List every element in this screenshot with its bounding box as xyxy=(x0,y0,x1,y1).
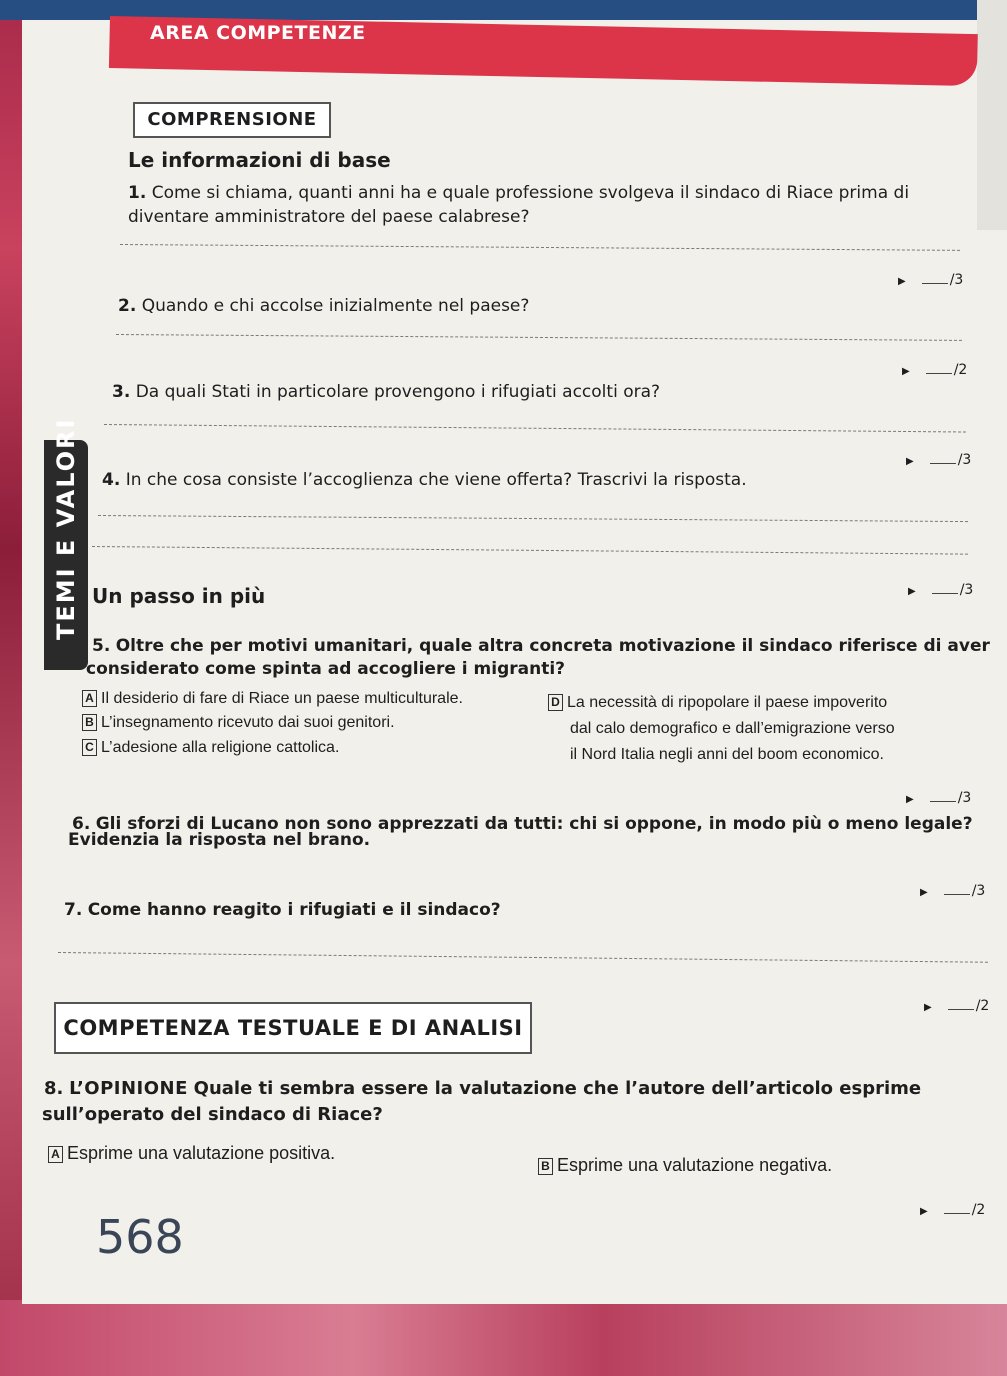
question-8 xyxy=(44,1078,921,1099)
question-6-line2: Evidenzia la risposta nel brano. xyxy=(68,830,371,850)
question-7-text: Come hanno reagito i rifugiati e il sindaco? xyxy=(87,900,501,920)
question-3-text: Da quali Stati in particolare provengono i rifugiati accolti ora? xyxy=(135,382,661,402)
option-5c[interactable]: C L’adesione alla religione cattolica. xyxy=(82,739,339,757)
question-8-tag: L’OPINIONE xyxy=(69,1078,188,1099)
question-8-number: 8. xyxy=(44,1078,64,1099)
question-3 xyxy=(112,382,660,402)
score-7: ▶ /2 xyxy=(924,998,990,1014)
question-1 xyxy=(128,183,909,203)
score-blank[interactable] xyxy=(922,283,948,284)
question-4 xyxy=(102,470,747,490)
question-5-line2: considerato come spinta ad accogliere i migranti? xyxy=(86,659,566,679)
question-1-line1: Come si chiama, quanti anni ha e quale professione svolgeva il sindaco di Riace prima di xyxy=(151,183,910,203)
triangle-icon: ▶ xyxy=(920,1206,928,1217)
question-5 xyxy=(92,636,990,656)
comprensione-label: COMPRENSIONE xyxy=(133,102,331,138)
score-blank[interactable] xyxy=(926,373,952,374)
option-5d[interactable]: D La necessità di ripopolare il paese impoverito xyxy=(548,694,887,712)
option-5d-line3: il Nord Italia negli anni del boom economico. xyxy=(570,746,884,763)
question-2 xyxy=(118,296,529,316)
triangle-icon: ▶ xyxy=(902,366,910,377)
score-blank[interactable] xyxy=(930,801,956,802)
question-1-number: 1. xyxy=(128,183,147,203)
option-8b[interactable]: B Esprime una valutazione negativa. xyxy=(538,1155,832,1176)
score-5: ▶ /3 xyxy=(906,790,972,806)
score-blank[interactable] xyxy=(944,1213,970,1214)
option-8a[interactable]: A Esprime una valutazione positiva. xyxy=(48,1143,335,1164)
score-2: ▶ /2 xyxy=(902,362,968,378)
triangle-icon: ▶ xyxy=(924,1002,932,1013)
section-heading-extra: Un passo in più xyxy=(92,584,266,608)
question-4-text: In che cosa consiste l’accoglienza che viene offerta? Trascrivi la risposta. xyxy=(125,470,747,490)
score-8: ▶ /2 xyxy=(920,1202,986,1218)
score-blank[interactable] xyxy=(930,463,956,464)
question-1-line2: diventare amministratore del paese calabrese? xyxy=(128,207,530,227)
option-5a[interactable]: A Il desiderio di fare di Riace un paese multiculturale. xyxy=(82,690,463,708)
question-7 xyxy=(64,900,501,920)
option-5b[interactable]: B L’insegnamento ricevuto dai suoi genitori. xyxy=(82,714,395,732)
score-3: ▶ /3 xyxy=(906,452,972,468)
question-6-line1: Gli sforzi di Lucano non sono apprezzati da tutti: chi si oppone, in modo più o meno legale? xyxy=(95,814,973,834)
score-4: ▶ /3 xyxy=(908,582,974,598)
triangle-icon: ▶ xyxy=(908,586,916,597)
question-8-line2: sull’operato del sindaco di Riace? xyxy=(42,1104,383,1125)
score-1: ▶ /3 xyxy=(898,272,964,288)
triangle-icon: ▶ xyxy=(906,456,914,467)
triangle-icon: ▶ xyxy=(898,276,906,287)
score-blank[interactable] xyxy=(932,593,958,594)
adjacent-page-edge xyxy=(977,0,1007,230)
score-blank[interactable] xyxy=(948,1009,974,1010)
triangle-icon: ▶ xyxy=(920,887,928,898)
option-5d-line2: dal calo demografico e dall’emigrazione verso xyxy=(570,720,895,737)
question-5-number: 5. xyxy=(92,636,111,656)
sidebar-label: TEMI E VALORI xyxy=(52,417,80,640)
question-2-number: 2. xyxy=(118,296,137,316)
question-7-number: 7. xyxy=(64,900,83,920)
competenza-label: COMPETENZA TESTUALE E DI ANALISI xyxy=(54,1002,532,1054)
score-6: ▶ /3 xyxy=(920,883,986,899)
score-blank[interactable] xyxy=(944,894,970,895)
section-heading-basics: Le informazioni di base xyxy=(128,148,391,172)
question-2-text: Quando e chi accolse inizialmente nel paese? xyxy=(141,296,530,316)
page-number: 568 xyxy=(96,1210,184,1264)
question-3-number: 3. xyxy=(112,382,131,402)
question-8-line1: Quale ti sembra essere la valutazione che l’autore dell’articolo esprime xyxy=(193,1078,922,1099)
background-floral-bottom xyxy=(0,1300,1007,1376)
question-6-number: 6. xyxy=(72,814,91,834)
question-4-number: 4. xyxy=(102,470,121,490)
area-title: AREA COMPETENZE xyxy=(150,22,366,44)
question-5-line1: Oltre che per motivi umanitari, quale altra concreta motivazione il sindaco riferisce di aver xyxy=(115,636,990,656)
triangle-icon: ▶ xyxy=(906,794,914,805)
